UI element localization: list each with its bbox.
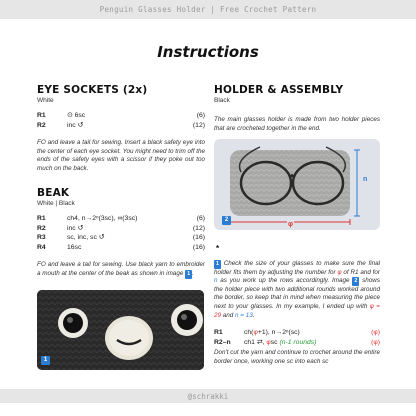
beak-rows bbox=[37, 214, 205, 252]
row-label: R3 bbox=[37, 234, 46, 242]
phi-value: φ = 29 bbox=[214, 302, 380, 319]
beak-note-text: FO and leave a tail for sewing. Use black yarn to embroider a mouth at the center of the beak as shown in image bbox=[37, 261, 205, 277]
continue-note: Don't cut the yarn and continue to crochet around the entire border once, working one sc into each sc bbox=[214, 349, 380, 365]
page-title: Instructions bbox=[157, 43, 259, 61]
row-text: ch4, n→2ⁿ(3sc), ∞(3sc) bbox=[67, 215, 138, 223]
footer-text: @schrakki bbox=[187, 391, 229, 401]
right-column bbox=[214, 84, 380, 133]
note-text: Check the size of your glasses to make sure the final holder fits them by adjusting the number for bbox=[214, 260, 380, 276]
left-column bbox=[37, 84, 205, 279]
beak-section bbox=[37, 187, 205, 278]
row-count: (12) bbox=[192, 121, 205, 129]
row-text: inc ↺ bbox=[67, 121, 84, 129]
header-bar bbox=[0, 0, 416, 19]
row-count: (16) bbox=[192, 243, 205, 251]
row-count: (16) bbox=[192, 234, 205, 242]
note-text: of R1 and for bbox=[341, 268, 380, 276]
row-label: R2 bbox=[37, 121, 46, 129]
pattern-row bbox=[37, 243, 205, 253]
pattern-row bbox=[214, 328, 380, 338]
note-text: . bbox=[252, 311, 255, 319]
row-label: R1 bbox=[37, 215, 46, 223]
photo-badge-1: 1 bbox=[41, 356, 50, 365]
rounds-note: (n-1 rounds) bbox=[279, 338, 317, 346]
image-ref-badge: 2 bbox=[354, 278, 358, 285]
row-count: (φ) bbox=[371, 338, 380, 346]
row-count: (6) bbox=[196, 112, 205, 119]
pattern-row bbox=[214, 338, 380, 348]
eye-sockets-color: White bbox=[37, 97, 54, 104]
beak-heading: BEAK bbox=[37, 187, 70, 200]
penguin-face-photo bbox=[37, 290, 204, 370]
row-label: R1 bbox=[37, 112, 46, 119]
holder-instructions bbox=[214, 260, 380, 320]
row-label: R2–n bbox=[214, 338, 231, 346]
eye-sockets-heading: EYE SOCKETS (2x) bbox=[37, 84, 148, 96]
pattern-row bbox=[37, 233, 205, 243]
row-count: (6) bbox=[196, 215, 205, 223]
row-label: R4 bbox=[37, 243, 46, 251]
row-text bbox=[244, 338, 360, 348]
row-text: 16sc bbox=[67, 243, 82, 251]
pattern-row bbox=[37, 214, 205, 224]
row-label: R1 bbox=[214, 329, 223, 336]
phi-ref: φ bbox=[253, 329, 258, 336]
row-label: R2 bbox=[37, 224, 46, 232]
row-text: inc ↺ bbox=[67, 224, 84, 232]
row-text-part: sc bbox=[270, 338, 280, 346]
beak-note-end: . bbox=[192, 269, 194, 277]
phi-ref: φ bbox=[337, 268, 342, 276]
footer-bar bbox=[0, 389, 416, 403]
n-ref: n bbox=[214, 277, 218, 285]
row-text-part: +1), n→2ⁿ(sc) bbox=[257, 329, 300, 336]
row-text-part: ch1 ⇄, bbox=[244, 338, 267, 346]
step-badge: 1 bbox=[216, 261, 220, 267]
row-text: ⊙ 6sc bbox=[67, 112, 86, 119]
holder-size-note bbox=[214, 260, 380, 320]
holder-heading: HOLDER & ASSEMBLY bbox=[214, 84, 344, 96]
eye-sockets-note: FO and leave a tail for sewing. Insert a black safety eye into the center of each eye socket. You might need to trim off the ends of the safety eyes with a scissor if they poke out too much on the back. bbox=[37, 139, 205, 172]
beak-color: White | Black bbox=[37, 200, 75, 208]
dimension-phi-label: φ bbox=[288, 221, 294, 228]
row-text-part: ch( bbox=[244, 329, 254, 336]
row-count: (φ) bbox=[371, 329, 380, 336]
dimension-n-label: n bbox=[363, 176, 368, 183]
beak-note bbox=[37, 261, 205, 278]
note-text: as you work up the rows accordingly. Image bbox=[217, 277, 353, 285]
holder-intro: The main glasses holder is made from two holder pieces that are crocheted together in the end. bbox=[214, 116, 380, 132]
row-text bbox=[244, 328, 360, 338]
holder-continue bbox=[214, 349, 380, 366]
row-count: (12) bbox=[192, 224, 205, 232]
holder-color: Black bbox=[214, 97, 230, 104]
n-value: n = 13 bbox=[235, 311, 253, 319]
note-text: and bbox=[221, 311, 236, 319]
row-text: sc, inc, sc ↺ bbox=[67, 234, 105, 242]
image-ref-badge: 1 bbox=[187, 270, 191, 277]
section-separator: * bbox=[216, 244, 220, 253]
pattern-row bbox=[37, 224, 205, 234]
pattern-row bbox=[37, 111, 205, 121]
glasses-holder-illustration bbox=[214, 139, 380, 230]
glasses-holder-photo bbox=[214, 139, 380, 230]
header-text: Penguin Glasses Holder | Free Crochet Pattern bbox=[99, 5, 317, 14]
eye-sockets-rows bbox=[37, 111, 205, 130]
holder-rows bbox=[214, 328, 380, 347]
note-text: shows the holder piece with two additional rounds worked around the border, so keep that in mind when measuring the piece next to your glasses. In my example, I ended up with bbox=[214, 277, 381, 310]
penguin-face-illustration bbox=[37, 290, 204, 370]
phi-ref: φ bbox=[266, 338, 271, 346]
photo-badge-2: 2 bbox=[222, 216, 231, 225]
pattern-row bbox=[37, 121, 205, 131]
